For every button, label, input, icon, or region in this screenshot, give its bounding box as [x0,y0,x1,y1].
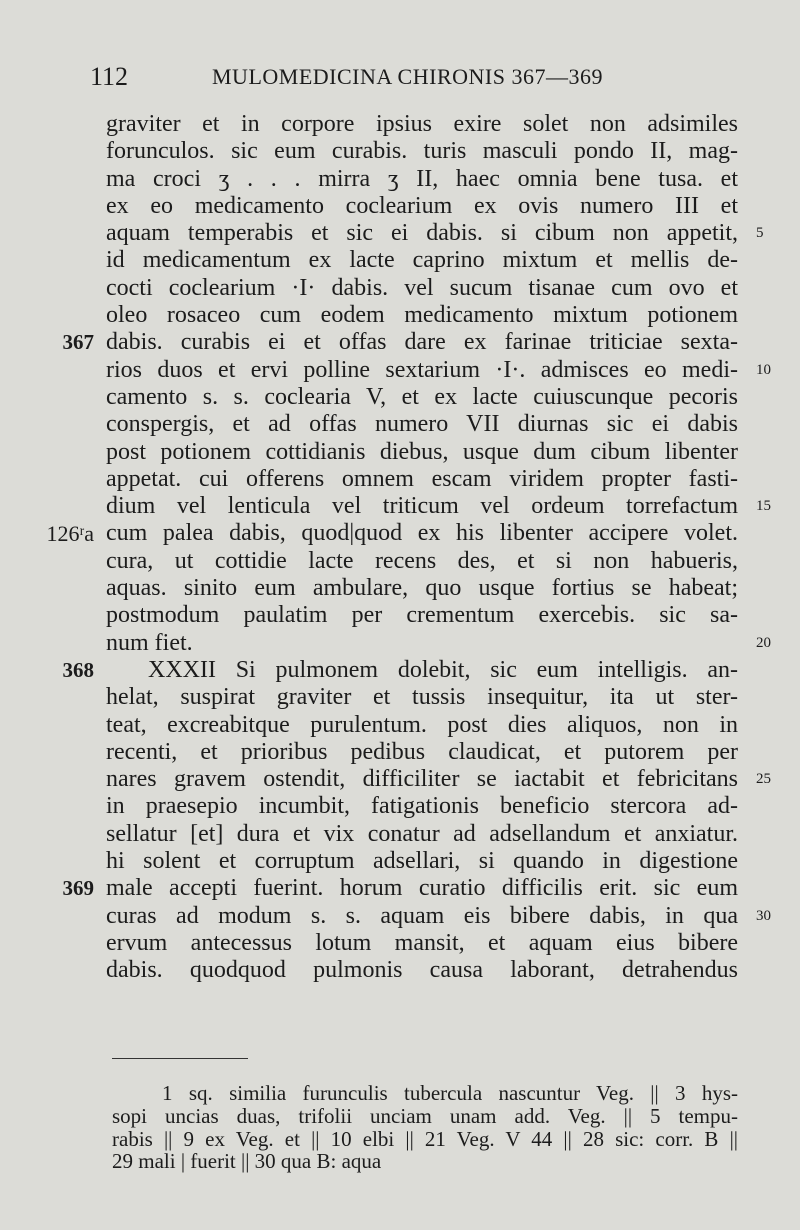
text-line: dabis. quodquod pulmonis causa laborant, detrahendus [106,957,738,984]
text-line: hi solent et corruptum adsellari, si quando in digestione [106,848,738,875]
text-line: dium vel lenticula vel triticum vel ordeum torrefactum 15 [0,493,800,520]
footnote-line: 1 sq. similia furunculis tubercula nascuntur Veg. || 3 hys- [162,1081,738,1105]
text-line: 126ʳa cum palea dabis, quod|quod ex his libenter accipere volet. [46,520,738,547]
line-number: 15 [756,498,771,515]
text-line: 367 dabis. curabis ei et offas dare ex farinae triticiae sexta- [62,329,738,356]
text-line: 369 male accepti fuerint. horum curatio difficilis erit. sic eum [62,875,738,902]
text-line: num fiet. 20 [0,630,800,657]
text-line: camento s. s. coclearia V, et ex lacte cuiuscunque pecoris [106,383,738,410]
text-line: rios duos et ervi polline sextarium ·I·. admisces eo medi- 10 [0,357,800,384]
line-number: 20 [756,634,771,651]
section-marker-369: 369 [62,876,94,901]
line-number: 25 [756,771,771,788]
section-marker-367: 367 [62,330,94,355]
text-line: postmodum paulatim per crementum exercebis. sic sa- [106,602,738,629]
text-line: ervum antecessus lotum mansit, et aquam eius bibere [106,929,738,956]
text-line: aquam temperabis et sic ei dabis. si cibum non appetit, 5 [0,220,800,247]
text-line: aquas. sinito eum ambulare, quo usque fortius se habeat; [106,575,738,602]
text-line: sellatur [et] dura et vix conatur ad adsellandum et anxiatur. [106,820,738,847]
page-number: 112 [90,62,129,91]
text-line: id medicamentum ex lacte caprino mixtum et mellis de- [106,247,738,274]
text-line: helat, suspirat graviter et tussis insequitur, ita ut ster- [106,684,738,711]
text-line: curas ad modum s. s. aquam eis bibere dabis, in qua 30 [0,903,800,930]
text-line: recenti, et prioribus pedibus claudicat, et putorem per [106,738,738,765]
text-line: teat, excreabitque purulentum. post dies aliquos, non in [106,711,738,738]
text-line: oleo rosaceo cum eodem medicamento mixtum potionem [106,302,738,329]
line-number: 10 [756,361,771,378]
folio-marker: 126ʳa [46,521,94,547]
footnote-line: sopi uncias duas, trifolii unciam unam add. Veg. || 5 tempu- [112,1103,738,1128]
text-line: nares gravem ostendit, difficiliter se iactabit et febricitans 25 [0,766,800,793]
text-line: graviter et in corpore ipsius exire solet non adsimiles [106,111,738,137]
text-line: cocti coclearium ·I· dabis. vel sucum tisanae cum ovo et [106,274,738,301]
text-line: post potionem cottidianis diebus, usque dum cibum libenter [106,438,738,465]
text-line: forunculos. sic eum curabis. turis masculi pondo II, mag- [106,138,738,165]
running-title: MULOMEDICINA CHIRONIS 367—369 [212,64,603,89]
main-text [0,111,800,985]
text-line: in praesepio incumbit, fatigationis beneficio stercora ad- [106,793,738,820]
critical-apparatus [0,1082,800,1173]
footnote-divider [112,1058,248,1059]
text-line: appetat. cui offerens omnem escam viridem propter fasti- [106,465,738,492]
footnote-line: rabis || 9 ex Veg. et || 10 elbi || 21 Veg. V 44 || 28 sic: corr. B || [112,1126,738,1151]
text-line: cura, ut cottidie lacte recens des, et si non habueris, [106,547,738,574]
line-number: 5 [756,225,764,242]
line-number: 30 [756,907,771,924]
page-header [0,62,800,92]
text-line: 368 XXXII Si pulmonem dolebit, sic eum intelligis. an- [62,656,738,683]
footnote-line: 29 mali | fuerit || 30 qua B: aqua [112,1149,382,1174]
text-line: conspergis, et ad offas numero VII diurnas sic ei dabis [106,411,738,438]
section-marker-368: 368 [62,657,94,682]
text-line: ma croci ʒ . . . mirra ʒ II, haec omnia bene tusa. et [106,165,738,192]
text-line: ex eo medicamento coclearium ex ovis numero III et [106,192,738,219]
